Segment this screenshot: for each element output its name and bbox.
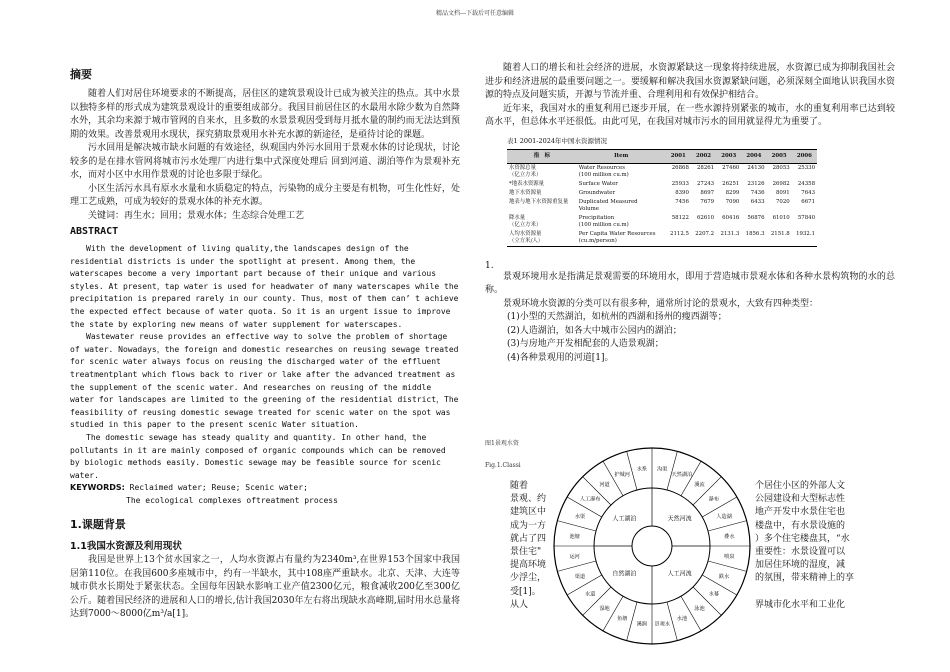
wrap-line: 景观、约 bbox=[510, 494, 547, 505]
wrap-line: 个居住小区的外部人文 bbox=[755, 481, 846, 491]
wrap-line: 从人 bbox=[510, 599, 529, 610]
classification-wheel-diagram bbox=[552, 446, 752, 646]
abstract-cn-keywords: 关键词：再生水；回用；景观水体；生态综合处理工艺 bbox=[88, 210, 305, 221]
table-cell: *地表水资源量 bbox=[509, 180, 545, 187]
table-cell: 8697 bbox=[700, 189, 715, 196]
wrap-line: 少浮尘， bbox=[510, 573, 547, 584]
right-p2: 近年来，我国对水的重复利用已逐步开展，在一些水源持别紧张的城市，水的重复利用率已达到较高水平，但总体水平还很低。由此可见，在我国对城市污水的回用就显得尤为重要了。 bbox=[485, 103, 895, 127]
list-item: (2)人造湖泊，如各大中城市公园内的湖泊； bbox=[507, 325, 682, 336]
abstract-en-heading: ABSTRACT bbox=[70, 226, 119, 237]
outer-segment-label: 水幕 bbox=[708, 591, 720, 598]
table-cell: 人均水资源量 （立方米/人） bbox=[507, 230, 577, 247]
table-header-cell: 2005 bbox=[767, 149, 792, 163]
wrap-line: 地产开发中水景住宅也 bbox=[755, 507, 846, 518]
table-cell: Water Resources (100 million cu.m) bbox=[578, 164, 629, 178]
table-cell: 62610 bbox=[696, 214, 715, 221]
center-circle bbox=[632, 526, 672, 566]
abstract-en-p1: With the development of living quality,the landscapes design of the residential districts is under the spotlight at present. Among them，the waterscapes become a very important part because of their unique and various styles. At present，tap water is used for headwater of many waterscapes while the precipitation is prepared rarely in our county. Thus，most of them can’ t achieve the expected effect because of water quota. So it is an urgent issue to improve the state by exploring new means of water supplement for waterscapes. bbox=[70, 244, 459, 329]
table-cell: Duplicated Measured Volume bbox=[578, 198, 638, 212]
wrap-line: 随着 bbox=[510, 481, 529, 491]
table-cell: 26251 bbox=[722, 180, 740, 187]
table-row bbox=[507, 198, 817, 214]
inner-segment-label: 人工河流 bbox=[667, 570, 692, 578]
right-column bbox=[485, 62, 895, 365]
table-cell: 1932.1 bbox=[792, 230, 817, 247]
outer-segment-label: 溪涧 bbox=[636, 621, 648, 628]
table-header-row bbox=[507, 149, 817, 163]
outer-segment-label: 护城河 bbox=[614, 471, 630, 478]
inner-segment-label: 天然河流 bbox=[667, 515, 692, 523]
table-header-cell: 指 标 bbox=[507, 149, 577, 163]
section2-number: 1. bbox=[485, 260, 494, 271]
wrap-line: 建筑区中 bbox=[510, 507, 547, 518]
table-cell: 23126 bbox=[747, 180, 765, 187]
table-caption: 表1 2001-2024年中国水资源情况 bbox=[507, 136, 607, 145]
wrap-line: 受[1]。 bbox=[510, 586, 541, 597]
table-row bbox=[507, 189, 817, 198]
table-cell: 61010 bbox=[772, 214, 790, 221]
table-cell: 57840 bbox=[797, 214, 815, 221]
inner-segment-label: 人工湖泊 bbox=[612, 515, 637, 523]
inner-segment-label: 自然湖泊 bbox=[612, 570, 637, 578]
section1-heading: 1.课题背景 bbox=[70, 518, 126, 532]
wrap-line: 成为一方 bbox=[510, 520, 547, 531]
table-header-cell: 2001 bbox=[666, 149, 691, 163]
outer-segment-label: 喷泉 bbox=[724, 554, 735, 561]
table-cell: Surface Water bbox=[578, 180, 618, 187]
table-cell: 7090 bbox=[725, 198, 740, 205]
table-cell: 27460 bbox=[722, 164, 740, 171]
table-cell: 58122 bbox=[671, 214, 689, 221]
table-cell: 56876 bbox=[747, 214, 765, 221]
section2-p2: 景观环境水资源的分类可以有很多种，通常所讨论的景观水，大致有四种类型： bbox=[503, 298, 819, 309]
keywords-line2: The ecological complexes oftreatment process bbox=[126, 495, 338, 505]
table-cell: Per Capita Water Resources (cu.m/person) bbox=[577, 230, 666, 247]
outer-segment-label: 叠水 bbox=[724, 533, 735, 540]
table-cell: 地下水资源量 bbox=[509, 189, 542, 196]
outer-segment-label: 运河 bbox=[569, 554, 580, 561]
table-cell: 27243 bbox=[696, 180, 715, 187]
table-cell: 降水量 （亿立方米） bbox=[509, 214, 542, 228]
table-cell: 26868 bbox=[671, 164, 689, 171]
table-row bbox=[507, 230, 817, 247]
table-cell: 8091 bbox=[776, 189, 790, 196]
outer-segment-label: 瀑布 bbox=[708, 496, 720, 503]
section1-p1: 我国是世界上13个贫水国家之一，人均水资源占有量约为2340m³,在世界153个国家中我国居第110位。在我国600多座城市中，约有一半缺水，其中108座严重缺水。北京、天津、大连等城市供水长期处于紧张状态。全国每年因缺水影响工业产值2300亿元，粮食减收200亿至300亿公斤。随着国民经济的进展和人口的增长,估计我国2030年左右将出现缺水高峰期,届时用水总量将达到7000～8000亿m³/a[1]。 bbox=[70, 555, 460, 620]
outer-segment-label: 河道 bbox=[599, 482, 610, 489]
keywords-line1: Reclaimed water; Reuse; Scenic water; bbox=[129, 483, 308, 493]
outer-segment-label: 水道 bbox=[584, 591, 596, 598]
table-cell: 2207.2 bbox=[691, 230, 716, 247]
abstract-cn-heading: 摘要 bbox=[70, 68, 92, 81]
table-header-cell: 2003 bbox=[716, 149, 741, 163]
outer-segment-label: 渠道 bbox=[574, 573, 586, 580]
wrap-line: 重要性：水景设置可以 bbox=[755, 547, 846, 558]
table-cell: Precipitation (100 million cu.m) bbox=[578, 214, 629, 228]
table-cell: Groundwater bbox=[578, 189, 616, 196]
table-cell: 25933 bbox=[671, 180, 689, 187]
table-cell: 6433 bbox=[750, 198, 765, 205]
wrap-line: 提高环境 bbox=[510, 560, 547, 571]
table-cell: 8299 bbox=[725, 189, 740, 196]
table-row bbox=[507, 180, 817, 189]
table-cell: 8390 bbox=[675, 189, 689, 196]
table-body bbox=[507, 163, 817, 246]
section1-subheading: 1.1我国水资源及利用现状 bbox=[70, 541, 182, 553]
table-cell: 24358 bbox=[797, 180, 815, 187]
outer-segment-label: 人造湖 bbox=[716, 514, 732, 521]
table-cell: 28053 bbox=[772, 164, 790, 171]
list-item: (3)与房地产开发相配套的人造景观湖； bbox=[507, 339, 664, 349]
outer-segment-label: 泳池 bbox=[694, 605, 705, 612]
outer-segment-label: 池塘 bbox=[569, 533, 580, 540]
table-row bbox=[507, 163, 817, 180]
outer-segment-label: 水池 bbox=[676, 616, 688, 623]
table-cell: 2112.5 bbox=[666, 230, 691, 247]
wrap-line: 楼盘中，有水景设施的 bbox=[755, 520, 846, 531]
section2-p1: 景观环境用水是指满足景观需要的环境用水，即用于营造城市景观水体和各种水景构筑物的水的总称。 bbox=[485, 271, 895, 295]
figure-caption-cn: 图1景观水资 bbox=[485, 440, 519, 447]
wrap-line: ）多个住宅楼盘其，“水 bbox=[755, 533, 850, 544]
wrap-line: 公园建设和大型标志性 bbox=[755, 494, 846, 505]
left-column bbox=[70, 62, 460, 622]
table-cell: 24130 bbox=[747, 164, 765, 171]
table-cell: 7679 bbox=[700, 198, 715, 205]
outer-segment-label: 鱼塘 bbox=[616, 616, 628, 623]
outer-segment-label: 水系 bbox=[636, 466, 648, 473]
table-cell: 7020 bbox=[776, 198, 790, 205]
outer-segment-label: 人工瀑布 bbox=[579, 496, 601, 503]
abstract-en-p3: The domestic sewage has steady quality and quantity. In other hand，the pollutants in it are mainly composed of organic compounds which can be removed by biologic methods easily. Domestic sewage may be feasible source for scenic water. bbox=[70, 432, 446, 480]
table-header-cell: 2004 bbox=[741, 149, 766, 163]
table-row bbox=[507, 214, 817, 230]
table-cell: 7456 bbox=[675, 198, 689, 205]
wrap-line: 加居住环境的湿度，减 bbox=[755, 560, 846, 571]
abstract-en-p2: Wastewater reuse provides an effective way to solve the problem of shortage of water. Nowadays，the foreign and domestic researches on reusing sewage treated for scenic water always focus on reusing the discharged water of the effluent treatmentplant which flows back to river or lake after the advanced treatment as the supplement of the scenic water. And researches on reusing of the middle water for landscapes are limited to the greening of the residential district，The feasibility of reusing domestic sewage treated for scenic water on the spot was studied in this paper to the present scenic Water situation. bbox=[70, 332, 459, 430]
list-item: (1)小型的天然湖泊，如杭州的西湖和扬州的瘦西湖等； bbox=[507, 312, 727, 322]
table-cell: 6671 bbox=[801, 198, 815, 205]
outer-segment-label: 景观水 bbox=[654, 621, 670, 628]
keywords-label: KEYWORDS: bbox=[70, 483, 125, 493]
table-header-cell: Item bbox=[577, 149, 666, 163]
table-cell: 60416 bbox=[722, 214, 740, 221]
table-header-cell: 2006 bbox=[792, 149, 817, 163]
table-cell: 水资源总量 （亿立方米） bbox=[509, 164, 542, 178]
table-header-cell: 2002 bbox=[691, 149, 716, 163]
table-cell: 地表与地下水资源重复量 bbox=[509, 198, 569, 205]
water-resources-table bbox=[507, 149, 817, 247]
abstract-cn-p2: 污水回用是解决城市缺水问题的有效途径，纵观国内外污水回用于景观水体的讨论现状，讨论较多的是在排水管网将城市污水处理厂内进行集中式深度处理后 回到河道、湖泊等作为景观补充水，而对小区中水用作景观的讨论也多限于绿化。 bbox=[70, 143, 460, 180]
table-cell: 1856.3 bbox=[741, 230, 766, 247]
outer-segment-label: 溪流 bbox=[694, 482, 705, 489]
wrap-left-lines bbox=[510, 480, 546, 612]
table-cell: 2131.3 bbox=[716, 230, 741, 247]
outer-segment-label: 湿地 bbox=[599, 605, 610, 612]
outer-segment-label: 跌水 bbox=[718, 573, 730, 580]
figure-caption-en: Fig.1.Classi bbox=[485, 462, 521, 469]
abstract-cn-p3: 小区生活污水具有原水水量和水质稳定的特点，污染物的成分主要是有机物，可生化性好，处理工艺成熟，可成为较好的景观水体的补充水源。 bbox=[70, 183, 460, 207]
wrap-line: 就占了四 bbox=[510, 533, 547, 544]
page-header: 精品文档---下载后可任意编辑 bbox=[435, 10, 515, 17]
table-cell: 2151.8 bbox=[767, 230, 792, 247]
outer-segment-label: 沟渠 bbox=[656, 466, 668, 473]
abstract-cn-p1: 随着人们对居住环境要求的不断提高，居住区的建筑景观设计已成为被关注的热点。其中水景以独特多样的形式成为建筑景观设计的重要组成部分。我国目前居住区的水最用水除少数为自然降水外，其余均来源于城市管网的自来水，且多数的水景景观因受到每月抵水量的制约而无法达到预期的效果。改善景观用水现状，探究猜取景观用水补充水源的新途径，是亟待讨论的课题。 bbox=[70, 89, 460, 140]
outer-segment-label: 天然湖泊 bbox=[671, 471, 693, 478]
section2-list bbox=[485, 311, 895, 365]
outer-segment-label: 水渠 bbox=[574, 514, 586, 521]
table-cell: 7436 bbox=[750, 189, 765, 196]
wrap-line: 界城市化水平和工业化 bbox=[755, 599, 846, 610]
list-item: (4)各种景观用的河道[1]。 bbox=[507, 352, 614, 363]
table-cell: 25330 bbox=[797, 164, 815, 171]
wrap-line: 的氛围，带来精神上的享 bbox=[755, 573, 855, 584]
table-cell: 26982 bbox=[772, 180, 790, 187]
wrap-line: 景住宅" bbox=[510, 547, 542, 558]
wrap-right-lines bbox=[755, 480, 854, 612]
table-cell: 28261 bbox=[696, 164, 715, 171]
abstract-en-keywords bbox=[70, 482, 460, 495]
table-cell: 7643 bbox=[801, 189, 815, 196]
right-p1: 随着人口的增长和社会经济的进展，水资源紧缺这一现象将持续进展，水资源已成为抑制我国社会进步和经济进展的最重要问题之一。要缓解和解决我国水资源紧缺问题，必须深刻全面地认识我国水资源的特点及问题实质，开源与节流并重、合理利用和有效保护相结合。 bbox=[485, 63, 895, 100]
